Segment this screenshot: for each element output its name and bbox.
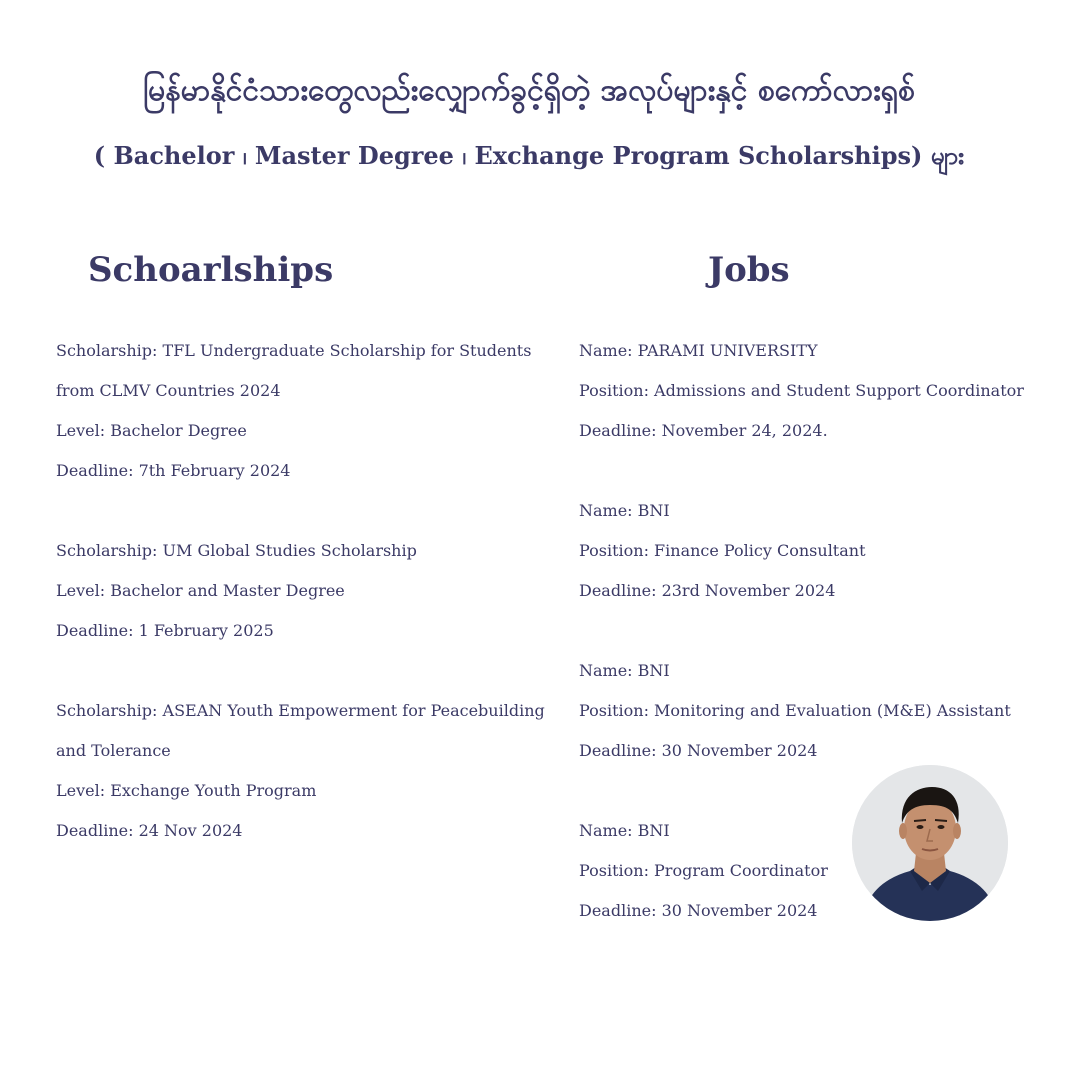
page-title: မြန်မာနိုင်ငံသားတွေလည်းလျှောက်ခွင့်ရှိတဲ့ အလုပ်များနှင့် စကော်လားရှစ် [143, 73, 915, 108]
job-item [579, 491, 999, 611]
job-employer: Name: PARAMI UNIVERSITY [579, 341, 818, 360]
person-portrait-icon [852, 765, 1008, 921]
scholarship-item [56, 331, 532, 491]
scholarship-name: Scholarship: UM Global Studies Scholarship [56, 541, 417, 560]
scholarship-deadline: Deadline: 24 Nov 2024 [56, 821, 243, 840]
scholarship-deadline: Deadline: 1 February 2025 [56, 621, 274, 640]
profile-photo [852, 765, 1008, 921]
job-item [579, 651, 1011, 771]
job-deadline: Deadline: 23rd November 2024 [579, 581, 836, 600]
job-position: Position: Admissions and Student Support Coordinator [579, 381, 1024, 400]
job-position: Position: Program Coordinator [579, 861, 828, 880]
job-deadline: Deadline: 30 November 2024 [579, 901, 818, 920]
page-subtitle: ( Bachelor ၊ Master Degree ၊ Exchange Program Scholarships) များ [93, 141, 965, 170]
scholarship-name-continued: from CLMV Countries 2024 [56, 381, 281, 400]
scholarship-item [56, 691, 545, 851]
scholarship-level: Level: Bachelor Degree [56, 421, 247, 440]
jobs-heading: Jobs [708, 250, 790, 290]
scholarship-name-continued: and Tolerance [56, 741, 171, 760]
job-deadline: Deadline: November 24, 2024. [579, 421, 828, 440]
scholarship-item [56, 531, 526, 651]
scholarship-level: Level: Bachelor and Master Degree [56, 581, 345, 600]
scholarship-name: Scholarship: TFL Undergraduate Scholarship for Students [56, 341, 532, 360]
scholarships-heading: Schoarlships [88, 250, 334, 290]
job-item [579, 331, 1024, 451]
scholarship-name: Scholarship: ASEAN Youth Empowerment for Peacebuilding [56, 701, 545, 720]
scholarships-list [56, 331, 545, 851]
job-position: Position: Finance Policy Consultant [579, 541, 866, 560]
scholarship-level: Level: Exchange Youth Program [56, 781, 317, 800]
job-deadline: Deadline: 30 November 2024 [579, 741, 818, 760]
scholarship-deadline: Deadline: 7th February 2024 [56, 461, 291, 480]
job-employer: Name: BNI [579, 821, 670, 840]
job-position: Position: Monitoring and Evaluation (M&E) Assistant [579, 701, 1011, 720]
job-employer: Name: BNI [579, 661, 670, 680]
job-employer: Name: BNI [579, 501, 670, 520]
